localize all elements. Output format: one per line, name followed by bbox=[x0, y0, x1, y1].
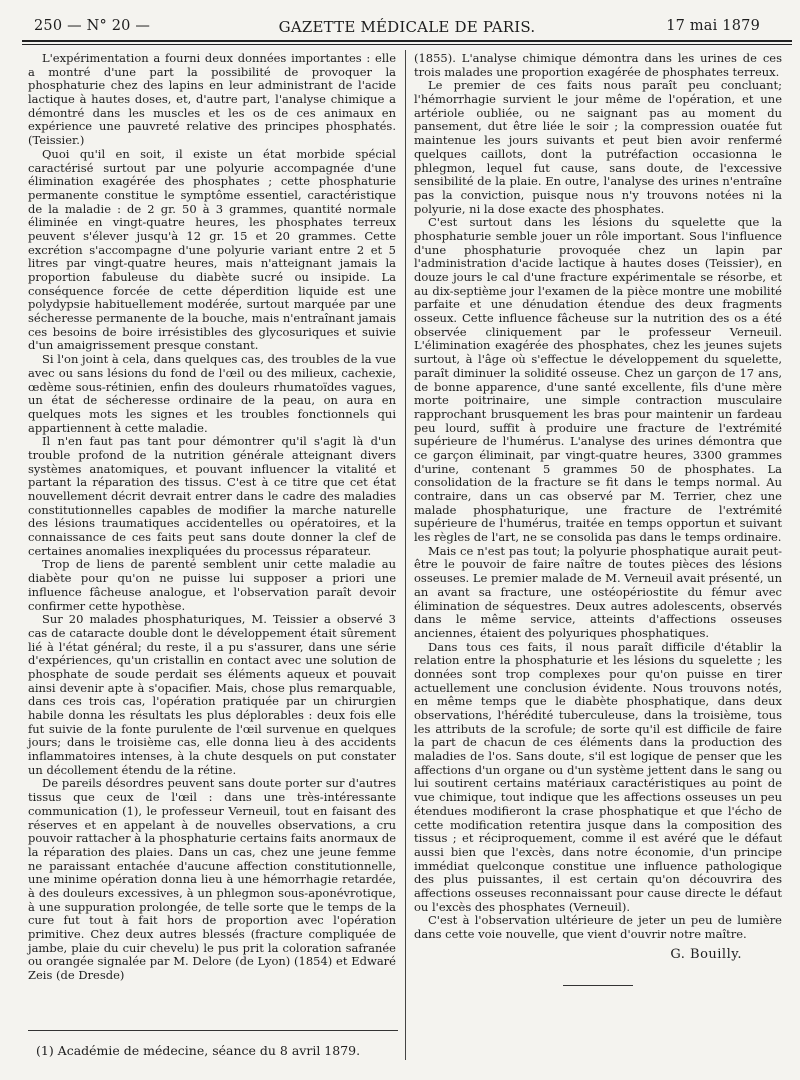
paragraph: Si l'on joint à cela, dans quelques cas, des troubles de la vue avec ou sans lésions du fond de l'œil ou des milieux, cachexie, œdème sous-rétinien, enfin des douleurs rhumatoïdes vagues, un état de sécheresse ordinaire de la peau, on aura en quelques mots les signes et les troubles fonctionnels qui appartiennent à cette maladie. bbox=[28, 352, 396, 435]
page-number: 250 — N° 20 — bbox=[34, 18, 151, 34]
footnote-rule bbox=[28, 1030, 398, 1031]
paragraph: Il n'en faut pas tant pour démontrer qu'il s'agit là d'un trouble profond de la nutrition générale atteignant divers systèmes anatomiques, et pouvant influencer la vitalité et partant la réparation des tissus. C'est à ce titre que cet état nouvellement décrit devrait entrer dans le cadre des maladies constitutionnelles capables de modifier la marche naturelle des lésions traumatiques accidentelles ou opératoires, et la connaissance de ces faits peut sans doute donner la clef de certaines anomalies inexpliquées du processus réparateur. bbox=[28, 434, 396, 558]
paragraph: Sur 20 malades phosphaturiques, M. Teissier a observé 3 cas de cataracte double dont le développement était sûrement lié à l'état général; du reste, il a pu s'assurer, dans une série d'expériences, qu'un cristallin en contact avec une solution de phosphate de soude perdait ses éléments aqueux et pouvait ainsi devenir apte à s'opacifier. Mais, chose plus remarquable, dans ces trois cas, l'opération pratiquée par un chirurgien habile donna les résultats les plus déplorables : deux fois elle fut suivie de la fonte purulente de l'œil survenue en quelques jours; dans le troisième cas, elle donna lieu à des accidents inflammatoires intenses, à la chute desquels on put constater un décollement étendu de la rétine. bbox=[28, 612, 396, 777]
header-rule bbox=[22, 40, 792, 42]
right-column bbox=[414, 52, 782, 1042]
paragraph: Quoi qu'il en soit, il existe un état morbide spécial caractérisé surtout par une polyurie accompagnée d'une élimination exagérée des phosphates ; cette phosphaturie permanente constitue le symptôme essentiel, caractéristique de la maladie : de 2 gr. 50 à 3 grammes, quantité normale éliminée en vingt-quatre heures, les phosphates terreux peuvent s'élever jusqu'à 12 gr. 15 et 20 grammes. Cette excrétion s'accompagne d'une polyurie variant entre 2 et 5 litres par vingt-quatre heures, mais n'atteignant jamais la proportion fabuleuse du diabète sucré ou insipide. La conséquence forcée de cette déperdition liquide est une polydypsie habituellement modérée, surtout marquée par une sécheresse permanente de la bouche, mais n'entraînant jamais ces besoins de boire irrésistibles des glycosuriques et suivie d'un amaigrissement presque constant. bbox=[28, 146, 396, 353]
header-rule-thin bbox=[22, 44, 792, 45]
journal-title: GAZETTE MÉDICALE DE PARIS. bbox=[278, 18, 536, 36]
paragraph: De pareils désordres peuvent sans doute porter sur d'autres tissus que ceux de l'œil : dans une très-intéressante communication (1), le professeur Verneuil, tout en faisant des réserves et en appelant à de nouvelles observations, a cru pouvoir rattacher à la phosphaturie certains faits anormaux de la réparation des plaies. Dans un cas, chez une jeune femme ne paraissant entachée d'aucune affection constitutionnelle, une minime opération donna lieu à une hémorrhagie retardée, à des douleurs excessives, à un phlegmon sous-aponévrotique, à une suppuration prolongée, de telle sorte que le temps de la cure fut tout à fait hors de proportion avec l'opération primitive. Chez deux autres blessés (fracture compliquée de jambe, plaie du cuir chevelu) le pus prit la coloration safranée ou orangée signalée par M. Delore (de Lyon) (1854) et Edwaré Zeis (de Dresde) bbox=[28, 776, 396, 983]
paragraph: (1855). L'analyse chimique démontra dans les urines de ces trois malades une proportion exagérée de phosphates terreux. bbox=[414, 51, 782, 79]
paragraph: Trop de liens de parenté semblent unir cette maladie au diabète pour qu'on ne puisse lui supposer a priori une influence fâcheuse analogue, et l'observation paraît devoir confirmer cette hypothèse. bbox=[28, 557, 396, 613]
column-divider bbox=[405, 50, 406, 1060]
paragraph: Dans tous ces faits, il nous paraît difficile d'établir la relation entre la phosphaturie et les lésions du squelette ; les données sont trop complexes pour qu'on puisse en tirer actuellement une conclusion évidente. Nous trouvons notés, en même temps que le diabète phosphatique, dans deux observations, l'hérédité tuberculeuse, dans la troisième, tous les attributs de la scrofule; de sorte qu'il est difficile de faire la part de chacun de ces éléments dans la production des maladies de l'os. Sans doute, s'il est logique de penser que les affections d'un organe ou d'un système jettent dans le sang ou lui soutirent certains matériaux caractéristiques au point de vue chimique, tout indique que les affections osseuses un peu étendues modifieront la crase phosphatique et que l'écho de cette modification retentira jusque dans la composition des tissus ; et réciproquement, comme il est avéré que le défaut aussi bien que l'excès, dans notre économie, d'un principe immédiat quelconque constitue une influence pathologique des plus puissantes, il est certain qu'on découvrira des affections osseuses reconnaissant pour cause directe le défaut ou l'excès des phosphates (Verneuil). bbox=[414, 639, 782, 914]
paragraph: Le premier de ces faits nous paraît peu concluant; l'hémorrhagie survient le jour même de l'opération, et une artériole oubliée, ou ne saignant pas au moment du pansement, dut être liée le soir ; la compression ouatée fut maintenue les jours suivants et peut bien avoir renfermé quelques caillots, dont la putréfaction occasionna le phlegmon, lequel fut cause, sans doute, de l'excessive sensibilité de la plaie. En outre, l'analyse des urines n'entraîne pas la conviction, puisque nous n'y trouvons notées ni la polyurie, ni la dose exacte des phosphates. bbox=[414, 78, 782, 216]
footnote: (1) Académie de médecine, séance du 8 avril 1879. bbox=[36, 1043, 361, 1058]
end-rule bbox=[563, 985, 633, 986]
author-signature: G. Bouilly. bbox=[670, 946, 742, 962]
left-column bbox=[28, 52, 396, 1002]
running-header bbox=[22, 10, 792, 38]
paragraph: C'est surtout dans les lésions du squelette que la phosphaturie semble jouer un rôle important. Sous l'influence d'une phosphaturie provoquée chez un lapin par l'administration d'acide lactique à hautes doses (Teissier), en douze jours le cal d'une fracture expérimentale se résorbe, et au dix-septième jour l'examen de la pièce montre une mobilité parfaite et une dénudation étendue des deux fragments osseux. Cette influence fâcheuse sur la nutrition des os a été observée cliniquement par le professeur Verneuil. L'élimination exagérée des phosphates, chez les jeunes sujets surtout, à l'âge où s'effectue le développement du squelette, paraît diminuer la solidité osseuse. Chez un garçon de 17 ans, de bonne apparence, d'une santé excellente, fils d'une mère morte poitrinaire, une simple contraction musculaire rapprochant brusquement les bras pour maintenir un fardeau peu lourd, suffit à produire une fracture de l'extrémité supérieure de l'humérus. L'analyse des urines démontra que ce garçon éliminait, par vingt-quatre heures, 3300 grammes d'urine, contenant 5 grammes 50 de phosphates. La consolidation de la fracture se fit dans le temps normal. Au contraire, dans un cas observé par M. Terrier, chez une malade phosphaturique, une fracture de l'extrémité supérieure de l'humérus, traitée en temps opportun et suivant les règles de l'art, ne se consolida pas dans le temps ordinaire. bbox=[414, 215, 782, 545]
paragraph: L'expérimentation a fourni deux données importantes : elle a montré d'une part la possibilité de provoquer la phosphaturie chez des lapins en leur administrant de l'acide lactique à hautes doses, et, d'autre part, l'analyse chimique a démontré dans les muscles et les os de ces animaux en expérience une pauvreté relative des principes phosphatés. (Teissier.) bbox=[28, 51, 396, 148]
issue-date: 17 mai 1879 bbox=[666, 18, 760, 34]
paragraph: Mais ce n'est pas tout; la polyurie phosphatique aurait peut-être le pouvoir de faire naître de toutes pièces des lésions osseuses. Le premier malade de M. Verneuil avait présenté, un an avant sa fracture, une ostéopériostite du fémur avec élimination de séquestres. Deux autres adolescents, observés dans le même service, atteints d'affections osseuses anciennes, étaient des polyuriques phosphatiques. bbox=[414, 543, 782, 640]
paragraph: C'est à l'observation ultérieure de jeter un peu de lumière dans cette voie nouvelle, que vient d'ouvrir notre maître. bbox=[414, 913, 782, 941]
